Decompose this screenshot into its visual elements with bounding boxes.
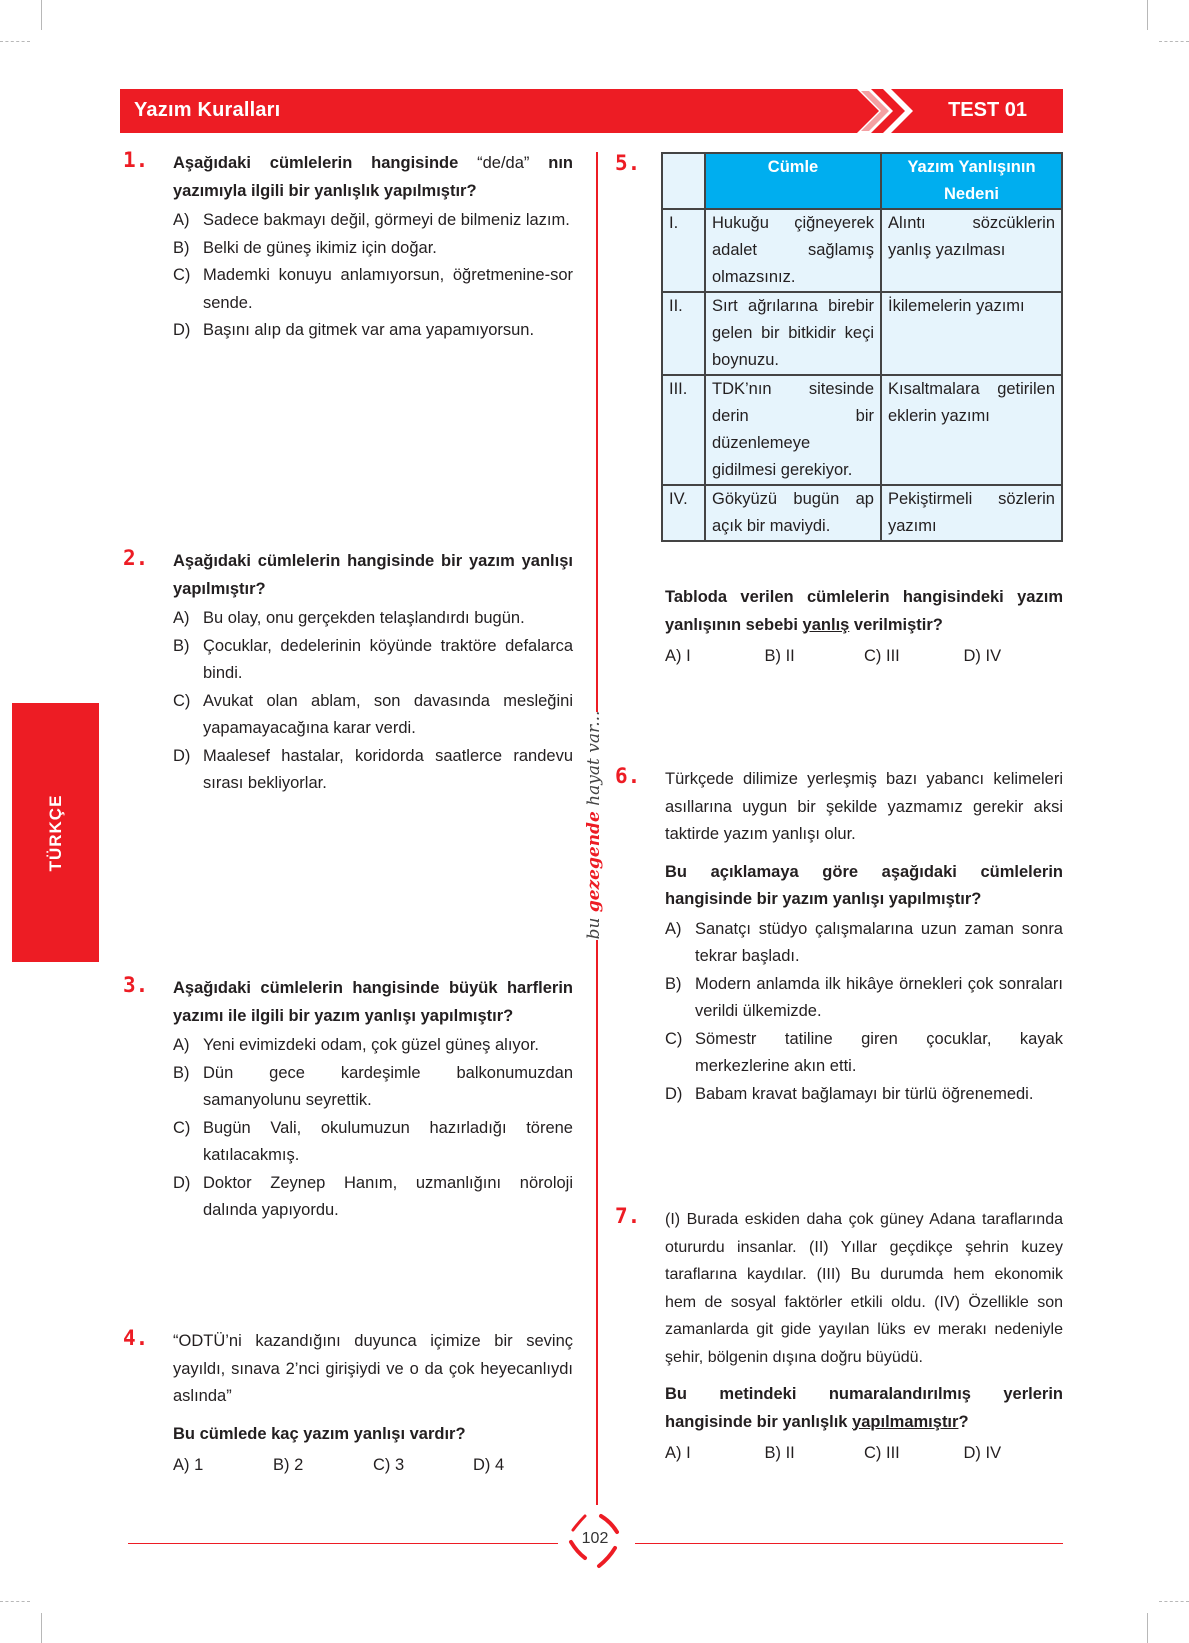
row-reason: Pekiştirmeli sözlerin yazımı: [881, 485, 1062, 541]
question-stem: Tabloda verilen cümlelerin hangisindeki yazım yanlışının sebebi yanlış verilmiştir?: [665, 588, 1063, 634]
option-a[interactable]: A) Sadece bakmayı değil, görmeyi de bilmeniz lazım.: [173, 211, 570, 229]
option-c[interactable]: C) Bugün Vali, okulumuzun hazırladığı törene katılacakmış.: [173, 1118, 573, 1164]
question-7: [615, 1206, 1063, 1468]
option-a[interactable]: A) Bu olay, onu gerçekden telaşlandırdı bugün.: [173, 609, 525, 627]
question-number: 6.: [615, 764, 641, 788]
question-passage: “ODTÜ’ni kazandığını duyunca içimize bir sevinç yayıldı, sınava 2’nci girişiydi ve o da çok heyecanlıydı aslında”: [173, 1332, 573, 1405]
option-b[interactable]: B) Çocuklar, dedelerinin köyünde traktöre defalarca bindi.: [173, 636, 573, 682]
row-reason: İkilemelerin yazımı: [881, 292, 1062, 375]
choice-a[interactable]: A) I: [665, 647, 691, 665]
option-b[interactable]: B) Belki de güneş ikimiz için doğar.: [173, 238, 437, 257]
row-reason: Kısaltmalara getirilen eklerin yazımı: [881, 375, 1062, 485]
choice-b[interactable]: B) II: [764, 1444, 795, 1462]
section-title: Yazım Kuralları: [134, 99, 281, 121]
question-number: 3.: [123, 973, 149, 997]
option-d[interactable]: D) Doktor Zeynep Hanım, uzmanlığını nöroloji dalında yapıyordu.: [173, 1173, 573, 1219]
option-b[interactable]: B) Dün gece kardeşimle balkonumuzdan samanyolunu seyrettik.: [173, 1063, 573, 1109]
option-d[interactable]: D) Babam kravat bağlamayı bir türlü öğrenemedi.: [665, 1084, 1034, 1103]
question-passage: (I) Burada eskiden daha çok güney Adana taraflarında otururdu insanlar. (II) Yıllar geçdikçe şehrin kuzey taraflarına kaydılar. (III) Bu durumda hem ekonomik hem de sosyal faktörler etkili oldu. (IV) Özellikle son zamanlarda git gide yayılan lüks ev merakı nedeniyle şehir, bölgenin dışına doğru büyüdü.: [665, 1211, 1063, 1366]
option-a[interactable]: A) Sanatçı stüdyo çalışmalarına uzun zaman sonra tekrar başladı.: [665, 919, 1063, 965]
question-6: [615, 766, 1063, 1108]
table-header-sentence: Cümle: [705, 153, 881, 209]
choice-d[interactable]: D) IV: [963, 647, 1002, 665]
question-passage: Türkçede dilimize yerleşmiş bazı yabancı kelimeleri asıllarına uygun bir şekilde yazmamız gerekir aksi taktirde yazım yanlışı olur.: [665, 770, 1063, 843]
choice-d[interactable]: D) IV: [963, 1444, 1002, 1462]
question-5-stem: [615, 584, 1063, 671]
chevron-arrows-icon: [855, 87, 925, 135]
page-number: 102: [581, 1530, 609, 1547]
choice-a[interactable]: A) I: [665, 1444, 691, 1462]
row-number: III.: [662, 375, 705, 485]
crop-mark: [41, 0, 42, 30]
choice-b[interactable]: B) 2: [273, 1456, 304, 1474]
footer-rule: [635, 1543, 1063, 1544]
question-stem: Aşağıdaki cümlelerin hangisinde “de/da” nın yazımıyla ilgili bir yanlışlık yapılmıştır?: [173, 154, 573, 200]
question-number: 1.: [123, 148, 149, 172]
option-a[interactable]: A) Yeni evimizdeki odam, çok güzel güneş alıyor.: [173, 1036, 539, 1054]
column-divider: [596, 940, 598, 1505]
column-divider: [596, 152, 598, 712]
option-d[interactable]: D) Başını alıp da gitmek var ama yapamıyorsun.: [173, 321, 535, 339]
question-stem: Aşağıdaki cümlelerin hangisinde bir yazım yanlışı yapılmıştır?: [173, 552, 573, 598]
question-stem: Aşağıdaki cümlelerin hangisinde büyük harflerin yazımı ile ilgili bir yazım yanlışı yapılmıştır?: [173, 979, 573, 1025]
option-d[interactable]: D) Maalesef hastalar, koridorda saatlerce randevu sırası bekliyorlar.: [173, 746, 573, 792]
header-banner: [120, 89, 1063, 133]
row-number: IV.: [662, 485, 705, 541]
question-2: [123, 548, 573, 798]
question-4: [123, 1328, 573, 1480]
table-header-reason: Yazım Yanlışının Nedeni: [881, 153, 1062, 209]
answer-choices: [173, 1452, 573, 1480]
crop-mark: [1147, 1613, 1148, 1643]
question-stem: Bu açıklamaya göre aşağıdaki cümlelerin hangisinde bir yazım yanlışı yapılmıştır?: [665, 862, 1063, 908]
choice-a[interactable]: A) 1: [173, 1456, 204, 1474]
row-number: I.: [662, 209, 705, 292]
table-row: [662, 485, 1062, 541]
choice-d[interactable]: D) 4: [473, 1456, 505, 1474]
row-number: II.: [662, 292, 705, 375]
choice-c[interactable]: C) III: [864, 1444, 900, 1462]
row-sentence: Hukuğu çiğneyerek adalet sağlamış olmazsınız.: [705, 209, 881, 292]
choice-c[interactable]: C) 3: [373, 1456, 405, 1474]
answer-choices: [665, 643, 1063, 671]
slogan: [566, 710, 622, 940]
footer-rule: [128, 1543, 558, 1544]
option-c[interactable]: C) Mademki konuyu anlamıyorsun, öğretmenine-sor sende.: [173, 266, 573, 312]
slogan-text: bu: [584, 912, 604, 940]
crop-mark: [1159, 41, 1189, 42]
crop-mark: [0, 41, 30, 42]
table-row: [662, 375, 1062, 485]
crop-mark: [1159, 1601, 1189, 1602]
row-sentence: Gökyüzü bugün ap açık bir maviydi.: [705, 485, 881, 541]
spelling-error-table: [661, 152, 1063, 542]
subject-label: TÜRKÇE: [45, 794, 65, 871]
question-1: [123, 150, 573, 345]
choice-c[interactable]: C) III: [864, 647, 900, 665]
option-c[interactable]: C) Sömestr tatiline giren çocuklar, kayak merkezlerine akın etti.: [665, 1029, 1063, 1075]
slogan-highlight: gezegende: [584, 811, 604, 913]
question-number: 4.: [123, 1326, 149, 1350]
crop-mark: [1147, 0, 1148, 30]
crop-mark: [0, 1601, 30, 1602]
slogan-text: hayat var...: [584, 710, 604, 812]
subject-side-tab: [12, 703, 99, 962]
question-number: 2.: [123, 546, 149, 570]
table-header-row: [662, 153, 1062, 209]
crop-mark: [41, 1613, 42, 1643]
table-row: [662, 292, 1062, 375]
option-c[interactable]: C) Avukat olan ablam, son davasında mesleğini yapamayacağına karar verdi.: [173, 691, 573, 737]
table-header-blank: [662, 153, 705, 209]
question-stem: Bu metindeki numaralandırılmış yerlerin hangisinde bir yanlışlık yapılmamıştır?: [665, 1385, 1063, 1431]
question-number: 5.: [615, 151, 641, 175]
choice-b[interactable]: B) II: [764, 647, 795, 665]
row-reason: Alıntı sözcüklerin yanlış yazılması: [881, 209, 1062, 292]
answer-choices: [665, 1440, 1063, 1468]
row-sentence: Sırt ağrılarına birebir gelen bir bitkidir keçi boynuzu.: [705, 292, 881, 375]
row-sentence: TDK’nın sitesinde derin bir düzenlemeye gidilmesi gerekiyor.: [705, 375, 881, 485]
question-stem: Bu cümlede kaç yazım yanlışı vardır?: [173, 1424, 466, 1443]
question-number: 7.: [615, 1204, 641, 1228]
test-label: TEST 01: [948, 99, 1027, 121]
option-b[interactable]: B) Modern anlamda ilk hikâye örnekleri çok sonraları verildi ülkemizde.: [665, 974, 1063, 1020]
table-row: [662, 209, 1062, 292]
question-3: [123, 975, 573, 1225]
